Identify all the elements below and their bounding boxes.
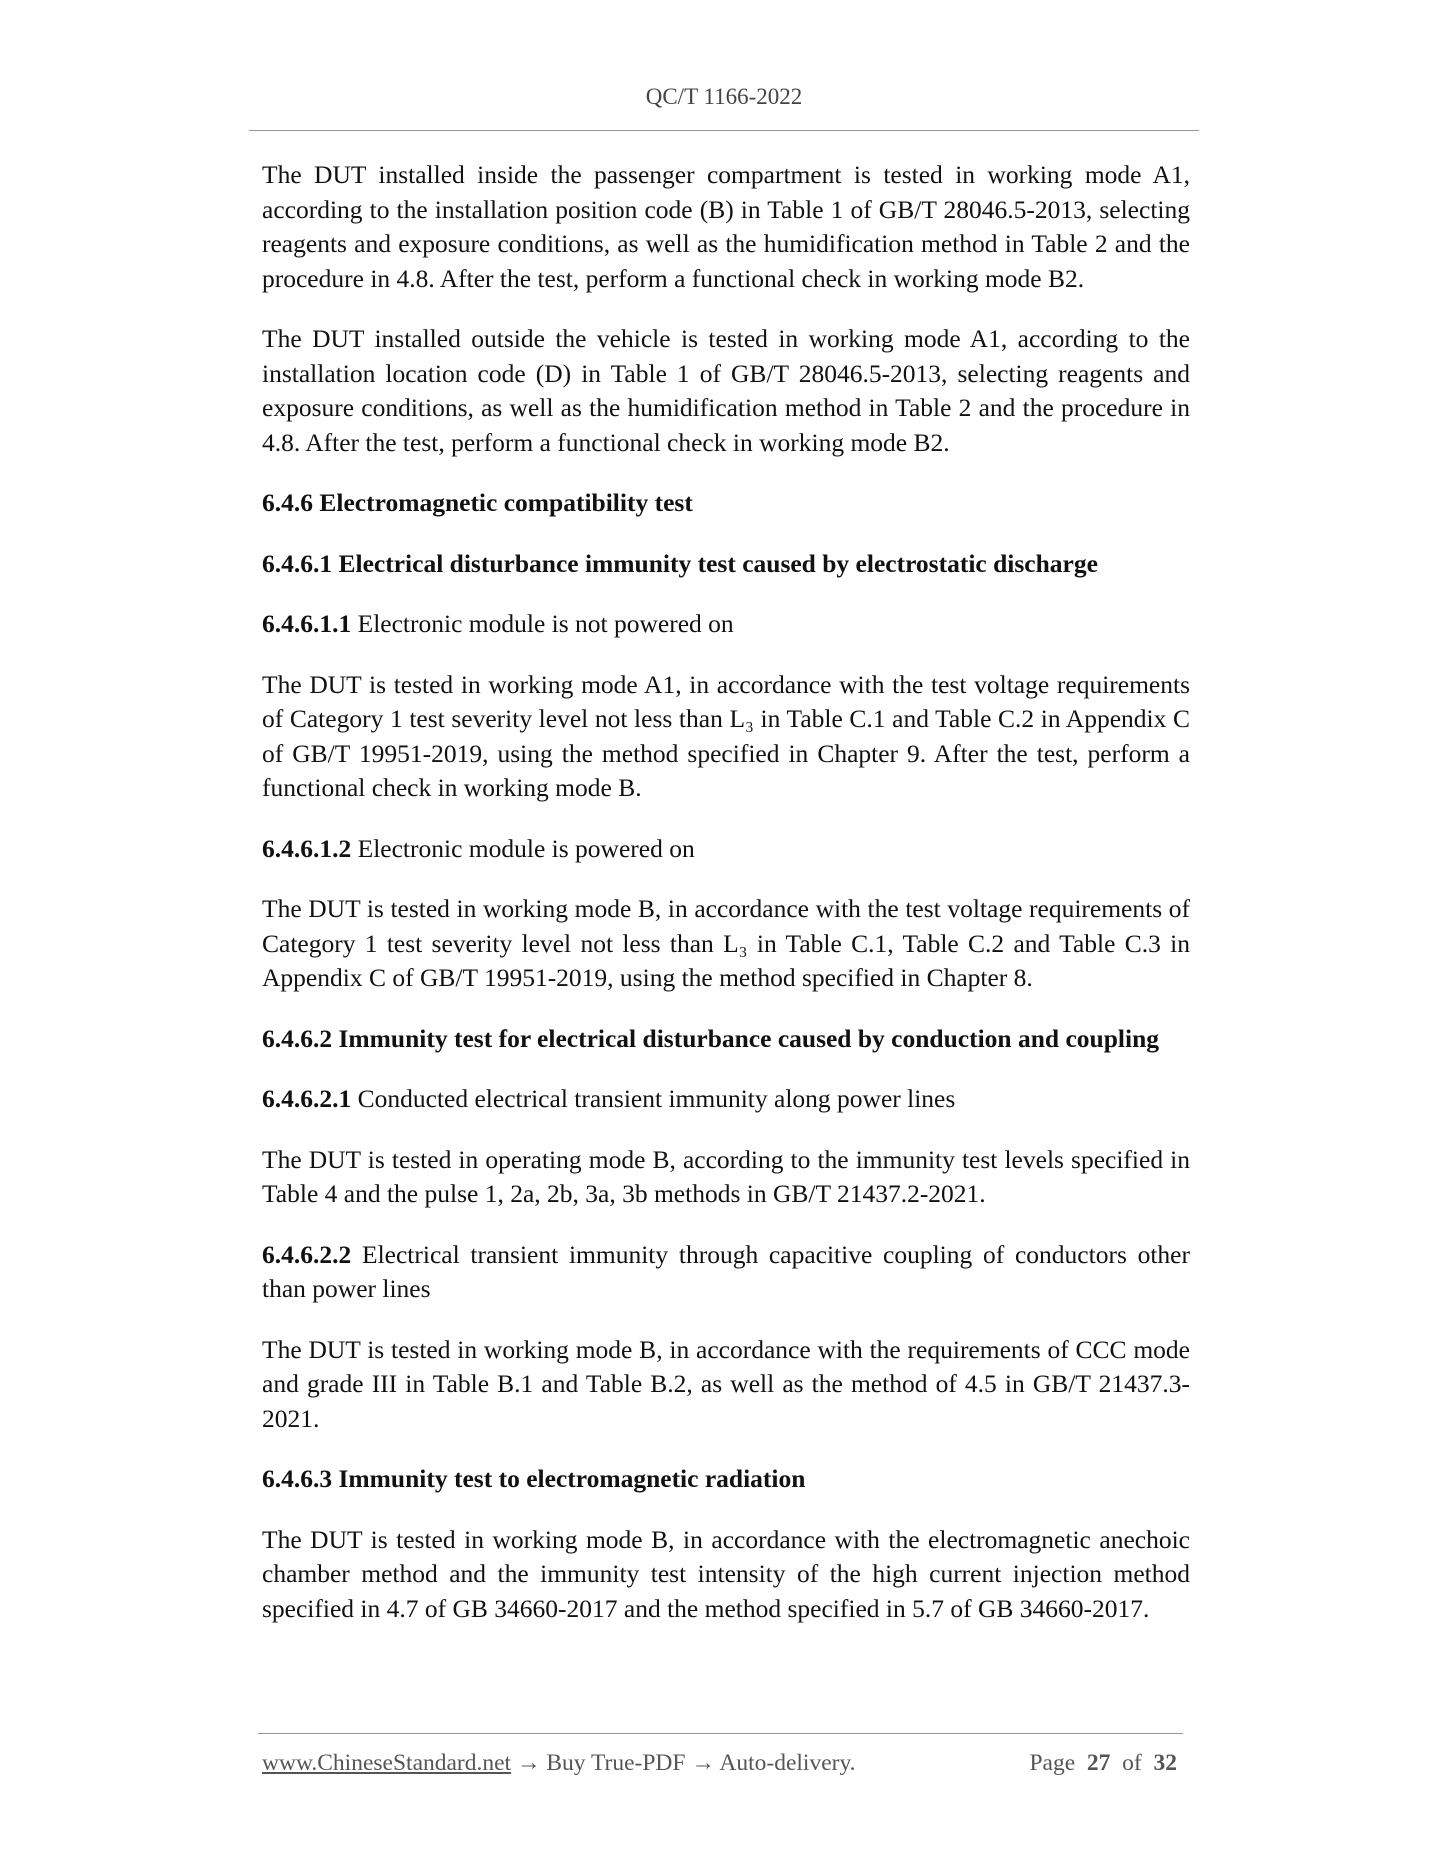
- page-total: 32: [1153, 1750, 1177, 1776]
- clause-number: 6.4.6.2.1: [262, 1084, 352, 1113]
- subsection-heading: [262, 832, 1190, 867]
- clause-title: Electrical transient immunity through capacitive coupling of conductors other than power lines: [262, 1239, 1190, 1303]
- page-counter: [1029, 1750, 1177, 1777]
- subsection-heading: [262, 1238, 1190, 1307]
- paragraph: The DUT is tested in working mode B, in accordance with the test voltage requirements of Category 1 test severity level not less than L₃ in Table C.1, Table C.2 and Table C.3 in Appendix C of GB/T 19951-2019, using the method specified in Chapter 8.: [262, 894, 1190, 992]
- clause-number: 6.4.6.1.2: [262, 833, 352, 863]
- paragraph: The DUT is tested in operating mode B, according to the immunity test levels specified in Table 4 and the pulse 1, 2a, 2b, 3a, 3b methods in GB/T 21437.2-2021.: [262, 1144, 1190, 1208]
- paragraph: The DUT installed outside the vehicle is tested in working mode A1, according to the installation location code (D) in Table 1 of GB/T 28046.5-2013, selecting reagents and exposure conditions, as well as the humidification method in Table 2 and the procedure in 4.8. After the test, perform a functional check in working mode B2.: [262, 324, 1190, 457]
- page-number: 27: [1086, 1750, 1111, 1776]
- of-label: of: [1122, 1750, 1142, 1776]
- section-heading: 6.4.6 Electromagnetic compatibility test: [262, 488, 693, 517]
- paragraph: The DUT installed inside the passenger compartment is tested in working mode A1, according to the installation position code (B) in Table 1 of GB/T 28046.5-2013, selecting reagents and exposure conditions, as well as the humidification method in Table 2 and the procedure in 4.8. After the test, perform a functional check in working mode B2.: [262, 160, 1190, 293]
- header-rule: [249, 130, 1199, 131]
- page-header: QC/T 1166-2022: [645, 84, 803, 109]
- clause-number: 6.4.6.2.2: [262, 1239, 352, 1269]
- paragraph: The DUT is tested in working mode A1, in accordance with the test voltage requirements of Category 1 test severity level not less than L₃ in Table C.1 and Table C.2 in Appendix C of GB/T 19951-2019, using the method specified in Chapter 9. After the test, perform a functional check in working mode B.: [262, 669, 1190, 802]
- section-heading: 6.4.6.1 Electrical disturbance immunity test caused by electrostatic discharge: [262, 548, 1098, 578]
- website-link[interactable]: www.ChineseStandard.net: [262, 1750, 512, 1776]
- clause-title: Electronic module is not powered on: [351, 609, 734, 638]
- clause-title: Electronic module is powered on: [351, 833, 695, 863]
- subsection-heading: [262, 607, 1190, 642]
- section-heading: 6.4.6.2 Immunity test for electrical disturbance caused by conduction and coupling: [262, 1023, 1160, 1053]
- clause-number: 6.4.6.1.1: [262, 609, 352, 638]
- footer-promo: [262, 1750, 856, 1777]
- subsection-heading: [262, 1082, 1190, 1117]
- paragraph: The DUT is tested in working mode B, in accordance with the requirements of CCC mode and grade III in Table B.1 and Table B.2, as well as the method of 4.5 in GB/T 21437.3-2021.: [262, 1334, 1190, 1433]
- paragraph: The DUT is tested in working mode B, in accordance with the electromagnetic anechoic chamber method and the immunity test intensity of the high current injection method specified in 4.7 of GB 34660-2017 and the method specified in 5.7 of GB 34660-2017.: [262, 1524, 1190, 1623]
- section-heading: 6.4.6.3 Immunity test to electromagnetic radiation: [262, 1464, 806, 1493]
- footer-promo-text: → Buy True-PDF → Auto-delivery.: [511, 1750, 856, 1776]
- document-body: [262, 158, 1190, 1652]
- footer-rule: [258, 1733, 1183, 1734]
- clause-title: Conducted electrical transient immunity along power lines: [351, 1084, 956, 1113]
- page-label: Page: [1029, 1750, 1076, 1776]
